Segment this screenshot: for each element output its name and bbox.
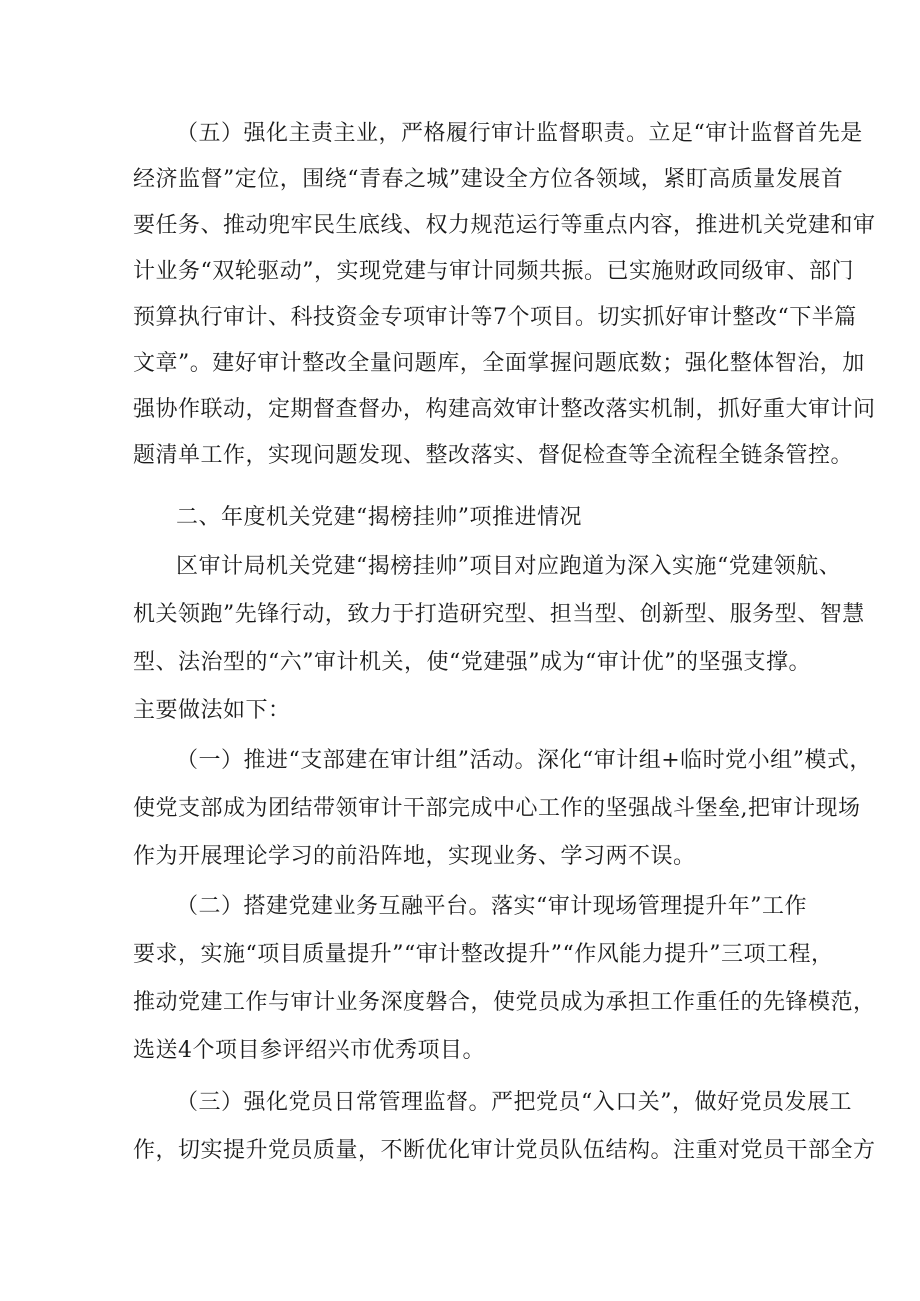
text-line: 经济监督”定位，围绕“青春之城”建设全方位各领域，紧盯高质量发展首	[133, 167, 844, 192]
section-heading: 二、年度机关党建“揭榜挂帅”项推进情况	[176, 505, 582, 530]
text-line: 型、法治型的“六”审计机关，使“党建强”成为“审计优”的坚强支撑。	[133, 650, 811, 675]
text-line: 要求，实施“项目质量提升”“审计整改提升”“作风能力提升”三项工程，	[133, 942, 834, 967]
text-line: （二）搭建党建业务互融平台。落实“审计现场管理提升年”工作	[176, 894, 807, 919]
text-line: （五）强化主责主业，严格履行审计监督职责。立足“审计监督首先是	[176, 121, 863, 146]
text-line: 文章”。建好审计整改全量问题库，全面掌握问题底数；强化整体智治，加	[133, 351, 865, 376]
text-line: 计业务“双轮驱动”，实现党建与审计同频共振。已实施财政同级审、部门	[133, 259, 854, 284]
text-line: 区审计局机关党建“揭榜挂帅”项目对应跑道为深入实施“党建领航、	[176, 554, 842, 579]
text-line: 推动党建工作与审计业务深度磐合，使党员成为承担工作重任的先锋模范，	[133, 990, 876, 1015]
text-line: 选送4个项目参评绍兴市优秀项目。	[133, 1038, 485, 1063]
text-line: 要任务、推动兜牢民生底线、权力规范运行等重点内容，推进机关党建和审	[133, 213, 876, 238]
text-line: 作为开展理论学习的前沿阵地，实现业务、学习两不误。	[133, 844, 696, 869]
text-line: （三）强化党员日常管理监督。严把党员“入口关”，做好党员发展工	[176, 1090, 852, 1115]
text-line: （一）推进“支部建在审计组”活动。深化“审计组+临时党小组”模式，	[176, 748, 872, 773]
text-line: 强协作联动，定期督查督办，构建高效审计整改落实机制，抓好重大审计问	[133, 397, 876, 422]
text-line: 主要做法如下：	[133, 698, 291, 723]
text-line: 预算执行审计、科技资金专项审计等7个项目。切实抓好审计整改“下半篇	[133, 305, 857, 330]
text-line: 使党支部成为团结带领审计干部完成中心工作的坚强战斗堡垒,把审计现场	[133, 796, 861, 821]
text-line: 题清单工作，实现问题发现、整改落实、督促检查等全流程全链条管控。	[133, 443, 854, 468]
text-line: 机关领跑”先锋行动，致力于打造研究型、担当型、创新型、服务型、智慧	[133, 602, 865, 627]
text-line: 作，切实提升党员质量，不断优化审计党员队伍结构。注重对党员干部全方	[133, 1138, 876, 1163]
